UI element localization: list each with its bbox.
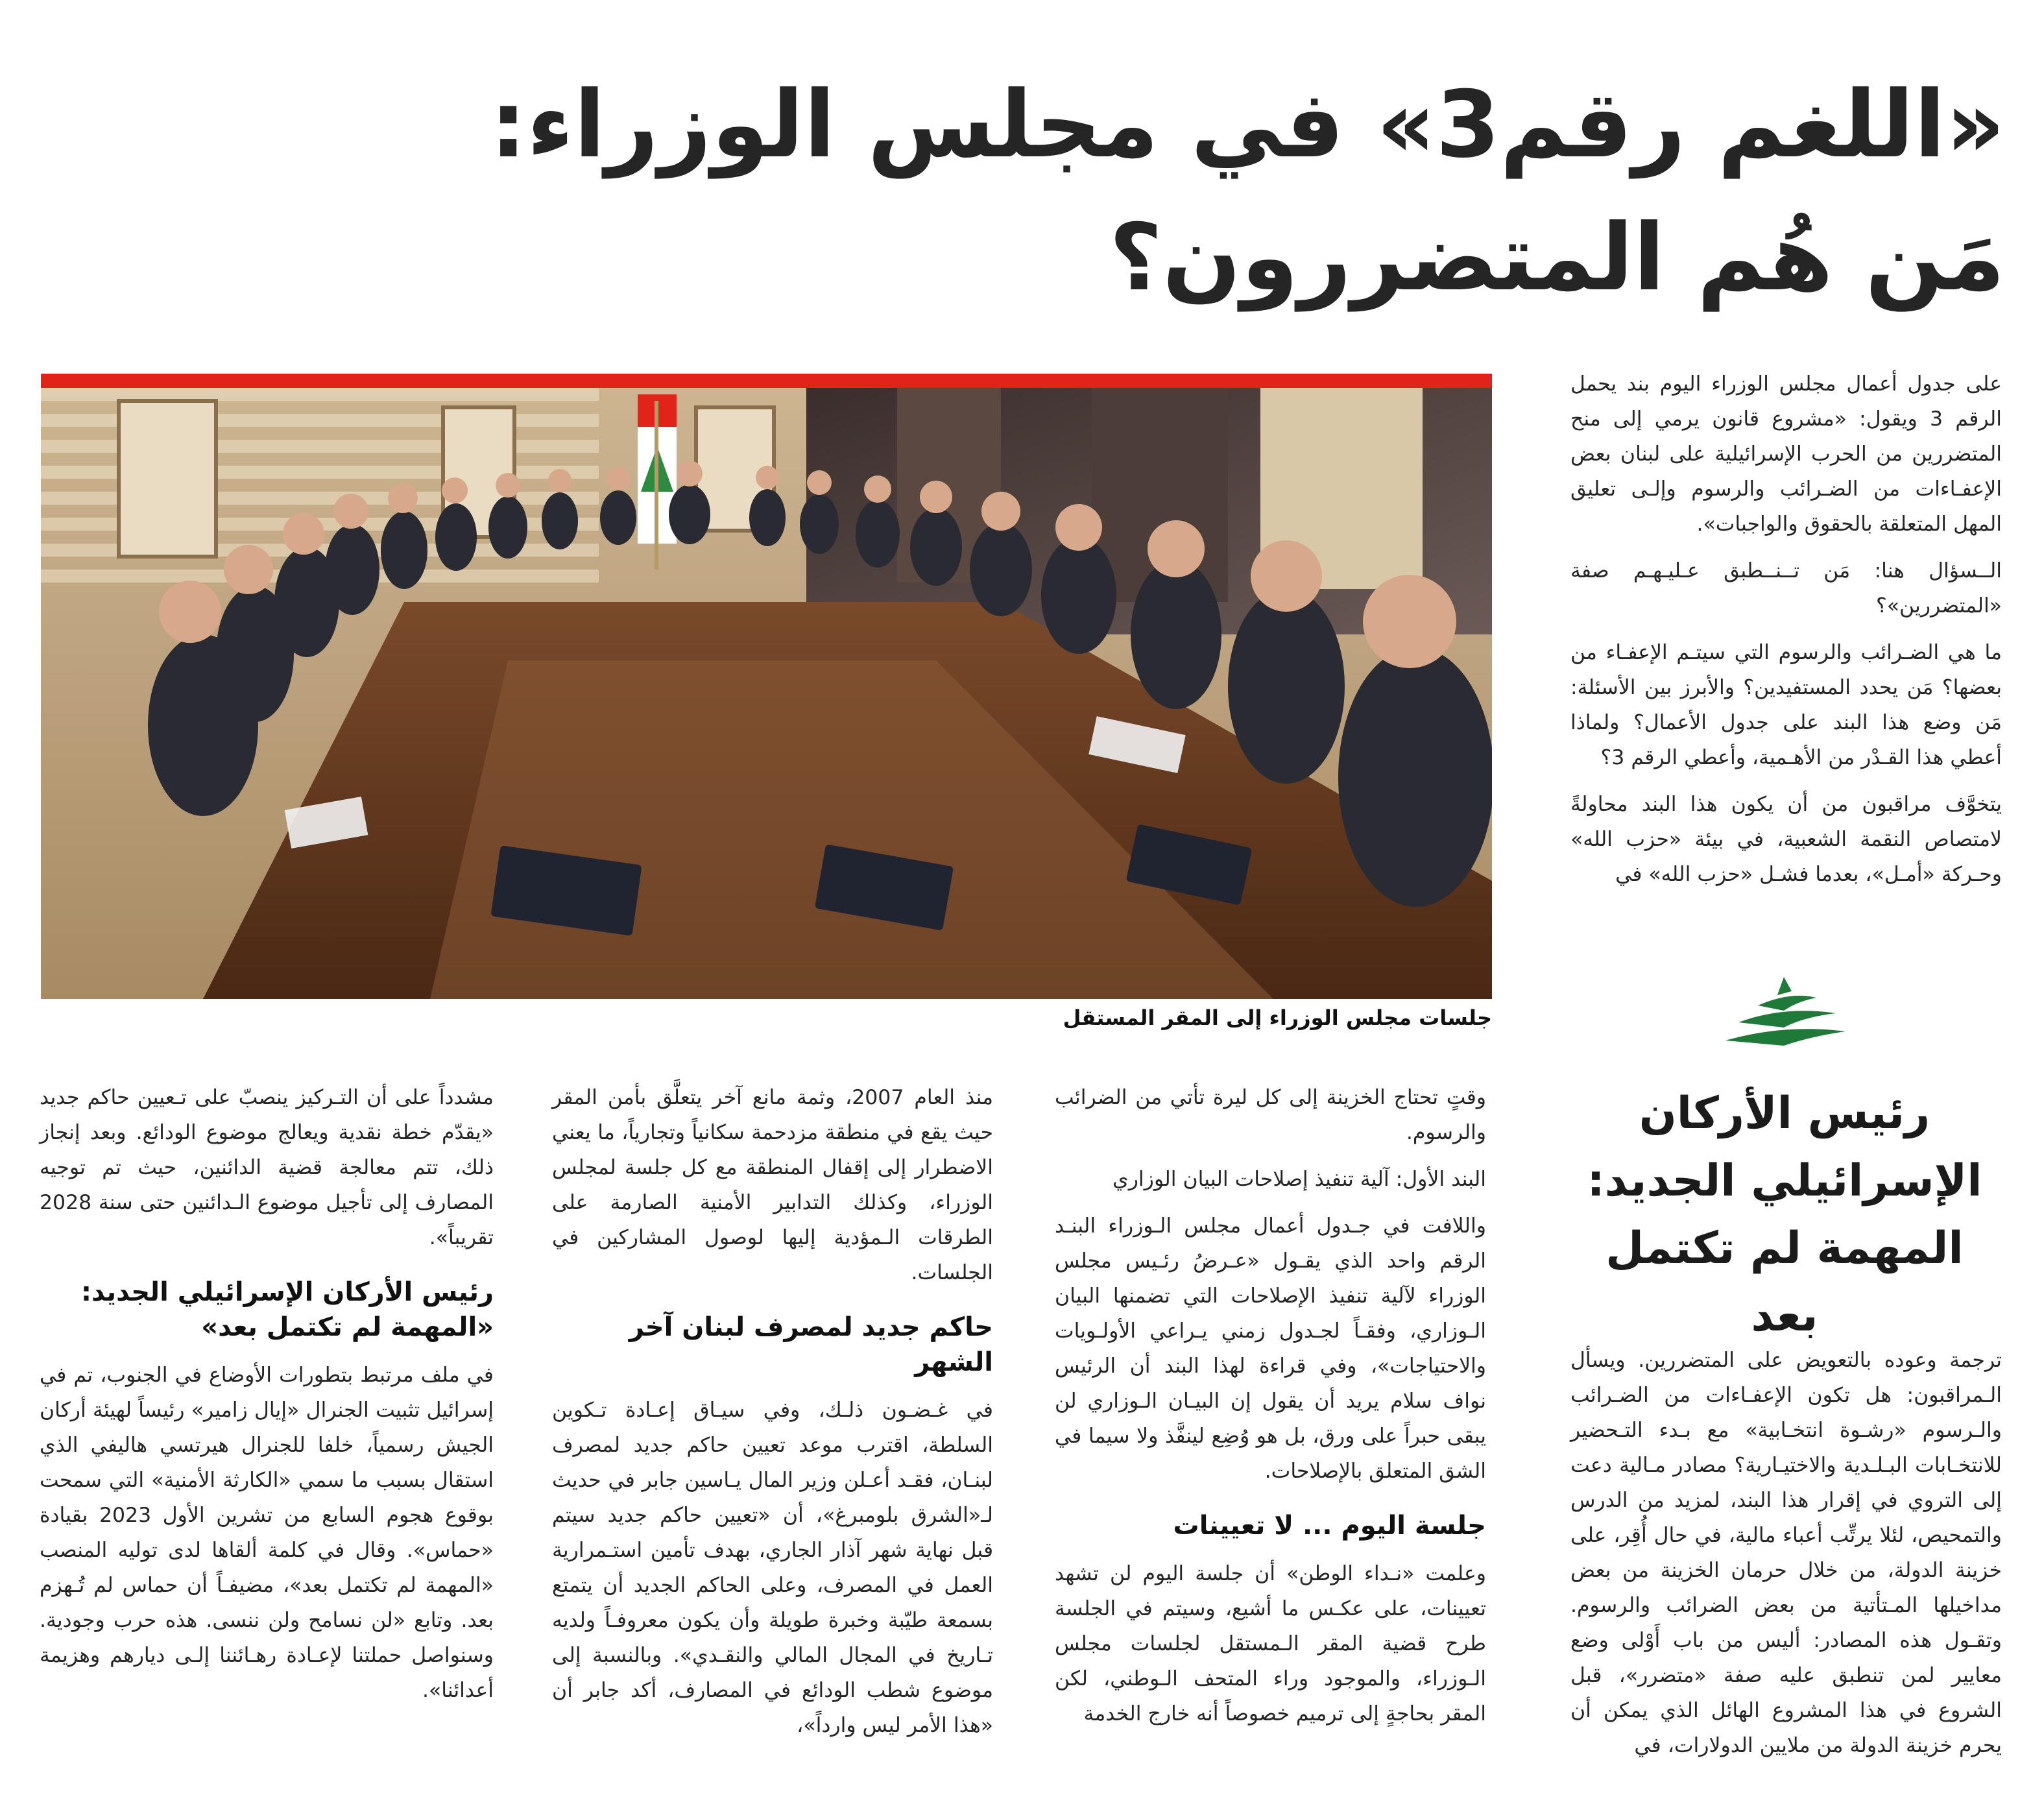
intro-paragraph: الــسؤال هنا: مَن تــنــطبق عـليـهـم صفة «المتضررين»؟ bbox=[1570, 559, 2002, 618]
article-column-3 bbox=[552, 1080, 993, 1755]
column-subheading: جلسة اليوم ... لا تعيينات bbox=[1173, 1511, 1486, 1541]
sidebar-headline-line: الإسرائيلي الجديد: bbox=[1587, 1155, 1982, 1207]
photo-caption: جلسات مجلس الوزراء إلى المقر المستقل bbox=[1063, 1005, 1492, 1030]
sidebar-headline bbox=[1570, 1080, 1999, 1350]
column-paragraph: واللافت في جـدول أعمال مجلس الـوزراء البنـد الرقم واحد الذي يقـول «عـرضُ رئـيس مجلس الوزراء لآلية تنفيذ الإصلاحات التي تضمنها البيان الـوزاري، وفقـاً لجـدول زمني يـراعي الأولـويات والاحتياجات»، وفي قراءة لهذا البند أن الرئيس نواف سلام يريد أن يقول إن البيـان الـوزاري لن يبقى حبراً على ورق، بل هو وُضِع لينفَّذ ولا سيما في الشق المتعلق بالإصلاحات. bbox=[1055, 1214, 1486, 1483]
sidebar-headline-line: المهمة لم تكتمل بعد bbox=[1605, 1223, 1964, 1341]
article-column-1 bbox=[1570, 1343, 2002, 1775]
column-paragraph: وقتٍ تحتاج الخزينة إلى كل ليرة تأتي من الضرائب والرسوم. bbox=[1055, 1086, 1486, 1144]
intro-column bbox=[1570, 367, 2002, 904]
article-headline bbox=[319, 58, 2005, 324]
photo-accent-bar bbox=[41, 374, 1492, 388]
headline-line-1: «اللغم رقم3» في مجلس الوزراء: bbox=[490, 71, 2005, 178]
article-column-2 bbox=[1055, 1080, 1486, 1743]
column-paragraph: البند الأول: آلية تنفيذ إصلاحات البيان الوزاري bbox=[1112, 1168, 1486, 1191]
cedar-logo-icon bbox=[1719, 972, 1849, 1050]
column-paragraph: في ملف مرتبط بتطورات الأوضاع في الجنوب، تم في إسرائيل تثبيت الجنرال «إيال زامير» رئيساً لهيئة أركان الجيش رسمياً، خلفا للجنرال هيرتسي هاليفي الذي استقال بسبب ما سمي «الكارثة الأمنية» التي سمحت بوقوع هجوم السابع من تشرين الأول 2023 بقيادة «حماس». وقال في كلمة ألقاها لدى توليه المنصب «المهمة لم تكتمل بعد»، مضيفـاً أن حماس لم تُـهزم بعد. وتابع «لن نسامح ولن ننسى. هذه حرب وجودية. وسنواصل حملتنا لإعـادة رهـائننا إلـى ديارهم وهزيمة أعدائنا». bbox=[40, 1364, 494, 1702]
column-paragraph: ترجمة وعوده بالتعويض على المتضررين. ويسأل الـمراقبون: هل تكون الإعفـاءات من الضـرائب والـرسوم «رشـوة انتخـابية» مع بـدء التـحضير للانتخـابات البـلـدية والاختيـارية؟ مصادر مـالية دعت إلى التروي في إقرار هذا البند، لمزيد من الدرس والتمحيص، لئلا يرتِّب أعباء مالية، في حال أُقِر، على خزينة الدولة، من خلال حرمان الخزينة من بعض مداخيلها المـتأتية من بعض الضرائب والرسوم. وتقـول هذه المصادر: أليس من باب أَوْلى وضع معايير لمن تنطبق عليه صفة «متضرر»، قبل الشروع في هذا المشروع الهائل الذي يمكن أن يحرم خزينة الدولة من ملايين الدولارات، في bbox=[1570, 1349, 2002, 1757]
article-column-4 bbox=[40, 1080, 494, 1720]
column-paragraph: وعلمت «نـداء الوطن» أن جلسة اليوم لن تشهد تعيينات، على عكـس ما أشيع، وسيتم في الجلسة طرح قضية المقر الـمستقل لجلسات مجلس الـوزراء، والموجود وراء المتحف الـوطني، لكن المقر بحاجةٍ إلى ترميم خصوصاً أنه خارج الخدمة bbox=[1055, 1562, 1486, 1726]
intro-paragraph: ما هي الضـرائب والرسوم التي سيتـم الإعفـاء من بعضها؟ مَن يحدد المستفيدين؟ والأبرز بين الأسئلة: مَن وضع هذا البند على جدول الأعمال؟ ولماذا أعطي هذا القـدْر من الأهـمية، وأعطي الرقم 3؟ bbox=[1570, 641, 2002, 769]
cabinet-meeting-photo bbox=[41, 388, 1492, 999]
column-subheading: رئيس الأركان الإسرائيلي الجديد: «المهمة لم تكتمل بعد» bbox=[81, 1277, 494, 1342]
column-paragraph: مشدداً على أن التـركيز ينصبّ على تـعيين حاكم جديد «يقدّم خطة نقدية ويعالج موضوع الودائع. وبعد إنجاز ذلك، تتم معالجة قضية الدائنين، حيث تم توجيه المصارف إلى تأجيل موضوع الـدائنين حتى سنة 2028 تقريباً». bbox=[40, 1086, 494, 1249]
headline-line-2: مَن هُم المتضررون؟ bbox=[1109, 204, 2005, 311]
column-paragraph: في غـضـون ذلـك، وفي سيـاق إعـادة تـكوين السلطة، اقترب موعد تعيين حاكم جديد لمصرف لبنـان، فقـد أعـلن وزير المال يـاسين جابر في حديث لـ«الشرق بلومبرغ»، أن «تعيين حاكم جديد سيتم قبل نهاية شهر آذار الجاري، بهدف تأمين استـمرارية العمل في المصرف، وعلى الحاكم الجديد أن يتمتع بسمعة طيّبة وخبرة طويلة وأن يكون معروفـاً ولديه تـاريخ في المجال المالي والنقـدي». وبالنسبة إلى موضوع شطب الودائع في المصارف، أكد جابر أن «هذا الأمر ليس وارداً»، bbox=[552, 1399, 993, 1737]
column-paragraph: منذ العام 2007، وثمة مانع آخر يتعلَّق بأمن المقر حيث يقع في منطقة مزدحمة سكانياً وتجارياً، ما يعني الاضطرار إلى إقفال المنطقة مع كل جلسة لمجلس الوزراء، وكذلك التدابير الأمنية الصارمة على الطرقات الـمؤدية إليها لوصول المشاركين في الجلسات. bbox=[552, 1086, 993, 1284]
intro-paragraph: يتخوَّف مراقبون من أن يكون هذا البند محاولةً لامتصاص النقمة الشعبية، في بيئة «حزب الله» وحـركة «أمـل»، بعدما فشـل «حزب الله» في bbox=[1570, 793, 2002, 886]
sidebar-headline-line: رئيس الأركان bbox=[1639, 1088, 1930, 1139]
column-subheading: حاكم جديد لمصرف لبنان آخر الشهر bbox=[629, 1312, 993, 1377]
intro-paragraph: على جدول أعمال مجلس الوزراء اليوم بند يحمل الرقم 3 ويقول: «مشروع قانون يرمي إلى منح المتضررين من الحرب الإسرائيلية على لبنان بعض الإعفـاءات من الضـرائب والرسوم وإلـى تعليق المهل المتعلقة بالحقوق والواجبات». bbox=[1570, 372, 2002, 536]
